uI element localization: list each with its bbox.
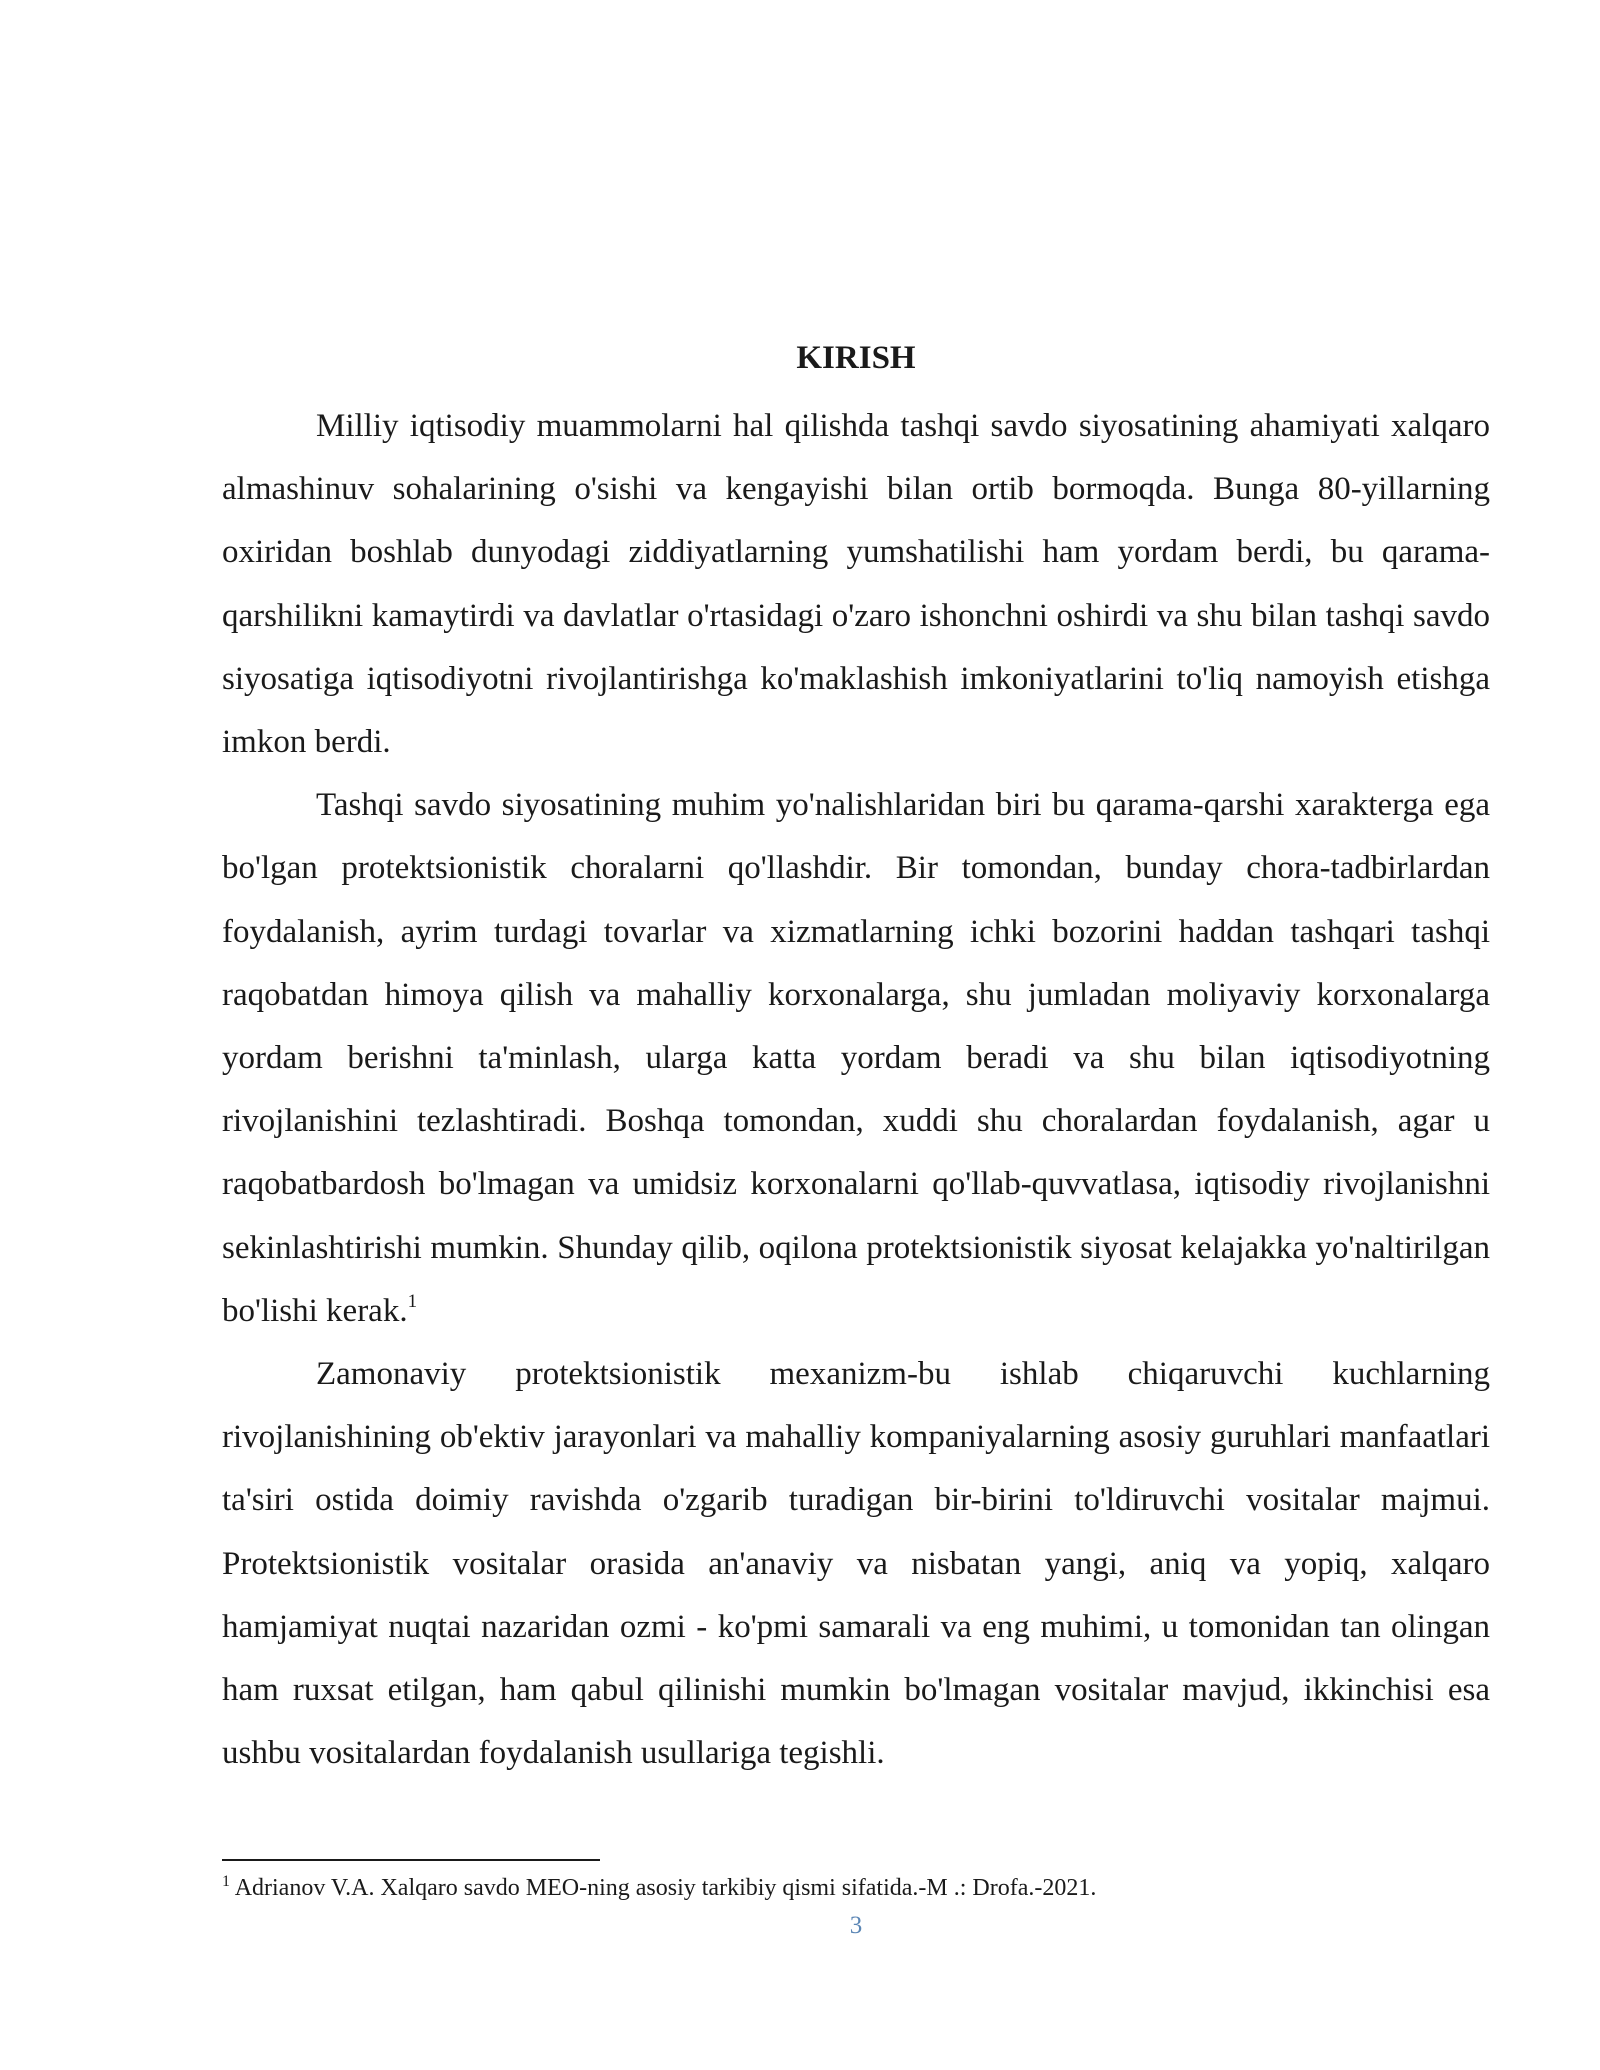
footnote-text: Adrianov V.A. Xalqaro savdo MEO-ning asosiy tarkibiy qismi sifatida.-M .: Drofa.-2021. [234,1875,1097,1901]
paragraph-2-text: Tashqi savdo siyosatining muhim yo'nalishlaridan biri bu qarama-qarshi xarakterga ega bo'lgan protektsionistik choralarni qo'llashdir. Bir tomondan, bunday chora-tadbirlardan foydalanish, ayrim turdagi tovarlar va xizmatlarning ichki bozorini haddan tashqari tashqi raqobatdan himoya qilish va mahalliy korxonalarga, shu jumladan moliyaviy korxonalarga yordam berishni ta'minlash, ularga katta yordam beradi va shu bilan iqtisodiyotning rivojlanishini tezlashtiradi. Boshqa tomondan, xuddi shu choralardan foydalanish, agar u raqobatbardosh bo'lmagan va umidsiz korxonalarni qo'llab-quvvatlasa, iqtisodiy rivojlanishni sekinlashtirishi mumkin. Shunday qilib, oqilona protektsionistik siyosat kelajakka yo'naltirilgan bo'lishi kerak. [222,787,1490,1329]
footnote-separator [222,1859,600,1861]
paragraph-3: Zamonaviy protektsionistik mexanizm-bu ishlab chiqaruvchi kuchlarning rivojlanishining ob'ektiv jarayonlari va mahalliy kompaniyalarning asosiy guruhlari manfaatlari ta'siri ostida doimiy ravishda o'zgarib turadigan bir-birini to'ldiruvchi vositalar majmui. Protektsionistik vositalar orasida an'anaviy va nisbatan yangi, aniq va yopiq, xalqaro hamjamiyat nuqtai nazaridan ozmi - ko'pmi samarali va eng muhimi, u tomonidan tan olingan ham ruxsat etilgan, ham qabul qilinishi mumkin bo'lmagan vositalar mavjud, ikkinchisi esa ushbu vositalardan foydalanish usullariga tegishli. [222,1356,1490,1772]
footnote-reference[interactable]: 1 [407,1290,418,1312]
section-heading: KIRISH [796,340,916,376]
footnote [222,1872,1490,1904]
footnote-marker: 1 [222,1873,230,1890]
paragraph-1: Milliy iqtisodiy muammolarni hal qilishda tashqi savdo siyosatining ahamiyati xalqaro almashinuv sohalarining o'sishi va kengayishi bilan ortib bormoqda. Bunga 80-yillarning oxiridan boshlab dunyodagi ziddiyatlarning yumshatilishi ham yordam berdi, bu qarama-qarshilikni kamaytirdi va davlatlar o'rtasidagi o'zaro ishonchni oshirdi va shu bilan tashqi savdo siyosatiga iqtisodiyotni rivojlantirishga ko'maklashish imkoniyatlarini to'liq namoyish etishga imkon berdi. [222,408,1490,761]
paragraph-2 [222,774,1490,1343]
page-number: 3 [849,1912,863,1939]
body-text [222,395,1490,1785]
